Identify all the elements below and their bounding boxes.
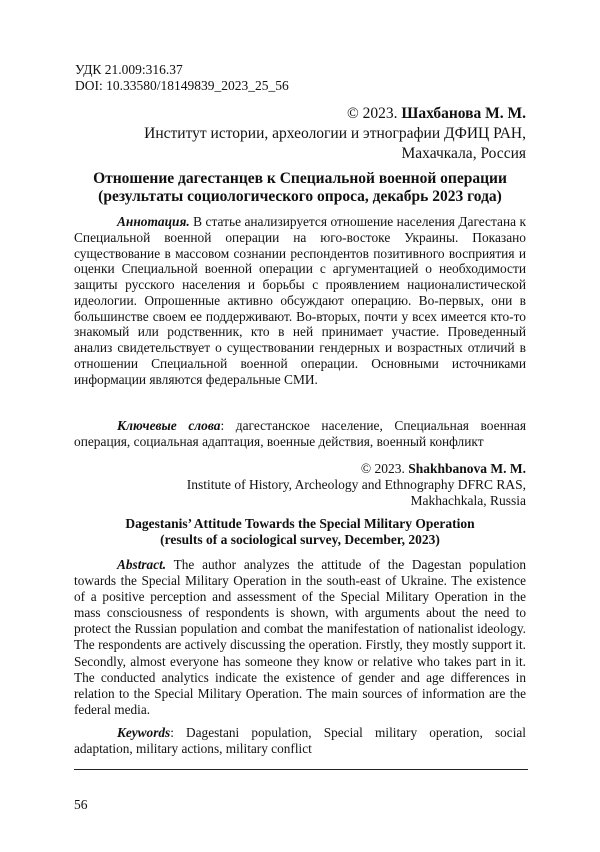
- udk-code: УДК 21.009:316.37: [75, 62, 183, 77]
- en-keywords: [74, 725, 526, 757]
- ru-author-line: [347, 105, 526, 123]
- footer-divider: [74, 769, 528, 770]
- doi: DOI: 10.33580/18149839_2023_25_56: [75, 78, 289, 93]
- page-number: 56: [74, 797, 88, 812]
- en-abstract-label: Abstract.: [117, 557, 167, 572]
- ru-author: Шахбанова М. М.: [401, 105, 526, 122]
- ru-keywords-text: : дагестанское население, Специальная военная операция, социальная адаптация, военные действия, военный конфликт: [74, 418, 527, 449]
- en-copyright: © 2023.: [360, 461, 405, 476]
- ru-affiliation-line2: Махачкала, Россия: [401, 145, 526, 162]
- ru-title-line1: Отношение дагестанцев к Специальной военной операции: [93, 170, 507, 187]
- ru-keywords: [74, 418, 526, 450]
- ru-abstract: [74, 214, 526, 387]
- en-author: Shakhbanova M. M.: [408, 461, 526, 476]
- en-affiliation-line2: Makhachkala, Russia: [410, 493, 526, 508]
- en-abstract: [74, 557, 526, 718]
- ru-affiliation-line1: Институт истории, археологии и этнографии ДФИЦ РАН,: [144, 125, 526, 142]
- en-title-line2: (results of a sociological survey, December, 2023): [160, 532, 440, 547]
- ru-abstract-label: Аннотация.: [117, 214, 190, 229]
- ru-copyright: © 2023.: [346, 105, 398, 122]
- ru-keywords-label: Ключевые слова: [117, 418, 221, 433]
- en-title-line1: Dagestanis’ Attitude Towards the Special Military Operation: [125, 516, 475, 531]
- en-keywords-text: : Dagestani population, Special military operation, social adaptation, military actions, military conflict: [74, 725, 526, 757]
- ru-abstract-text: В статье анализируется отношение населения Дагестана к Специальной военной операции на юго-востоке Украины. Показано существование в массовом сознании респондентов позитивного восприятия и оценки Специальной военной операции с аргументацией о необходимости защиты русского населения и борьбы с проявлением националистической идеологии. Опрошенные активно обсуждают операцию. Во-первых, они в большинстве своем ее поддерживают. Во-вторых, почти у всех имеется кто-то знакомый или родственник, кто в ней принимает участие. Проведенный анализ свидетельствует о существовании гендерных и возрастных отличий в отношении Специальной военной операции. Основными источниками информации являются федеральные СМИ.: [74, 214, 526, 387]
- en-abstract-text: The author analyzes the attitude of the Dagestan population towards the Special Military Operation in the south-east of Ukraine. The existence of a positive perception and assessment of the Special Military Operation in the mass consciousness of respondents is shown, with arguments about the need to protect the Russian population and combat the manifestation of nationalist ideology. The respondents are actively discussing the operation. Firstly, they mostly support it. Secondly, almost everyone has someone they know or relative who takes part in it. The conducted analytics indicate the existence of gender and age differences in relation to the Special Military Operation. The main sources of information are the federal media.: [74, 557, 526, 717]
- en-keywords-label: Keywords: [117, 725, 171, 740]
- en-author-line: [361, 461, 526, 477]
- ru-title-line2: (результаты социологического опроса, декабрь 2023 года): [98, 188, 502, 205]
- en-affiliation-line1: Institute of History, Archeology and Ethnography DFRC RAS,: [186, 477, 526, 492]
